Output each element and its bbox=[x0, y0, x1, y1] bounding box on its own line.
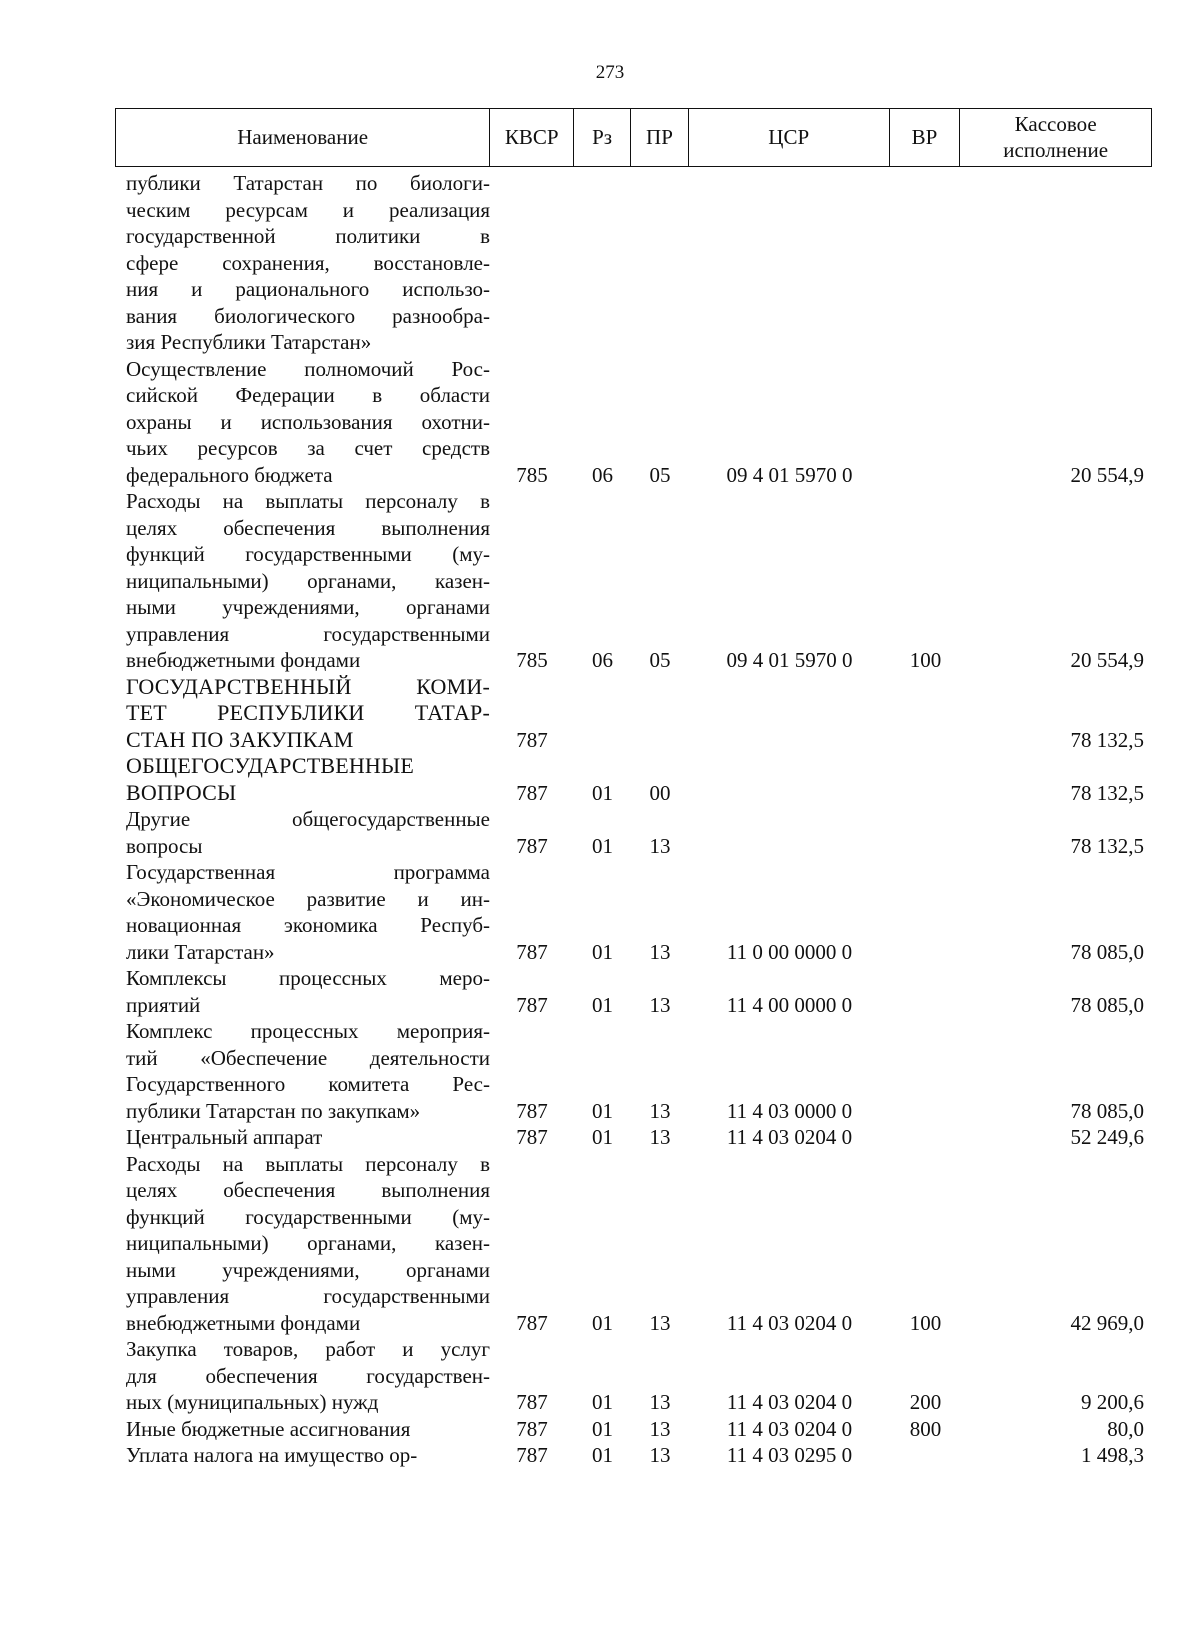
row-name-line: Комплексы процессных меро- bbox=[126, 966, 490, 990]
header-kassovoe-ispolnenie: Кассовое исполнение bbox=[1003, 112, 1109, 162]
row-name-line: ОБЩЕГОСУДАРСТВЕННЫЕ bbox=[126, 753, 415, 778]
row-name bbox=[115, 674, 490, 754]
row-rz: 01 bbox=[592, 1098, 613, 1123]
row-name bbox=[115, 1018, 490, 1124]
row-kvsr: 785 bbox=[516, 462, 548, 487]
row-rz: 01 bbox=[592, 1416, 613, 1441]
row-name-line: приятий bbox=[126, 992, 201, 1017]
row-name-line: сийской Федерации в области bbox=[126, 383, 490, 407]
row-name-line: лики Татарстан» bbox=[126, 939, 275, 964]
row-name-line: публики Татарстан по биологи- bbox=[126, 171, 490, 195]
row-name-line: ными учреждениями, органами bbox=[126, 1257, 490, 1282]
row-csr: 11 0 00 0000 0 bbox=[726, 939, 853, 964]
table-row bbox=[115, 1151, 1152, 1337]
row-ke: 20 554,9 bbox=[1070, 462, 1144, 487]
row-name-line: тий «Обеспечение деятельности bbox=[126, 1045, 490, 1070]
row-kvsr: 787 bbox=[516, 727, 548, 752]
row-pr: 13 bbox=[649, 1390, 671, 1414]
row-name-line: Закупка товаров, работ и услуг bbox=[126, 1337, 490, 1361]
row-name-line: Центральный аппарат bbox=[126, 1125, 323, 1149]
row-name-line: внебюджетными фондами bbox=[126, 648, 361, 672]
row-csr: 11 4 03 0295 0 bbox=[726, 1443, 853, 1467]
row-name-line: ниципальными) органами, казен- bbox=[126, 1231, 490, 1255]
row-name-line: для обеспечения государствен- bbox=[126, 1363, 490, 1388]
row-name-line: Расходы на выплаты персоналу в bbox=[126, 1151, 490, 1176]
row-name-line: Расходы на выплаты персоналу в bbox=[126, 489, 490, 513]
header-name: Наименование bbox=[116, 109, 490, 166]
row-kvsr: 787 bbox=[516, 1125, 548, 1149]
row-ke: 9 200,6 bbox=[1081, 1390, 1144, 1414]
row-kvsr: 787 bbox=[516, 992, 548, 1017]
row-vr: 100 bbox=[909, 648, 942, 672]
row-name-line: управления государственными bbox=[126, 1284, 490, 1308]
row-vr: 800 bbox=[909, 1416, 942, 1441]
row-rz: 06 bbox=[592, 462, 613, 487]
row-name-line: новационная экономика Респуб- bbox=[126, 913, 490, 937]
row-name bbox=[115, 1124, 490, 1151]
row-name bbox=[115, 170, 490, 356]
row-kvsr: 787 bbox=[516, 1310, 548, 1335]
row-rz: 01 bbox=[592, 1310, 613, 1335]
row-name-line: ВОПРОСЫ bbox=[126, 779, 237, 805]
row-name-line: зия Республики Татарстан» bbox=[126, 330, 372, 354]
row-name-line: ных (муниципальных) нужд bbox=[126, 1390, 379, 1414]
table-row bbox=[115, 753, 1152, 806]
row-name-line: Иные бюджетные ассигнования bbox=[126, 1416, 411, 1441]
row-pr: 13 bbox=[649, 1310, 671, 1335]
row-name bbox=[115, 806, 490, 859]
row-pr: 05 bbox=[649, 462, 671, 487]
row-ke: 78 085,0 bbox=[1070, 992, 1144, 1017]
row-name-line: государственной политики в bbox=[126, 224, 490, 248]
row-pr: 13 bbox=[649, 1125, 671, 1149]
row-ke: 80,0 bbox=[1107, 1416, 1144, 1441]
row-name-line: целях обеспечения выполнения bbox=[126, 1178, 490, 1202]
row-kvsr: 785 bbox=[516, 648, 548, 672]
row-rz: 01 bbox=[592, 939, 613, 964]
row-name bbox=[115, 965, 490, 1018]
row-ke: 1 498,3 bbox=[1081, 1443, 1144, 1467]
row-name-line: ния и рационального использо- bbox=[126, 277, 490, 301]
row-name-line: СТАН ПО ЗАКУПКАМ bbox=[126, 726, 354, 752]
row-ke: 78 085,0 bbox=[1070, 939, 1144, 964]
row-ke: 78 132,5 bbox=[1070, 780, 1144, 805]
row-name-line: Государственного комитета Рес- bbox=[126, 1072, 490, 1096]
header-vr: ВР bbox=[890, 109, 961, 166]
row-ke: 78 132,5 bbox=[1070, 833, 1144, 858]
row-kvsr: 787 bbox=[516, 833, 548, 858]
row-name-line: управления государственными bbox=[126, 621, 490, 646]
table-row bbox=[115, 965, 1152, 1018]
row-kvsr: 787 bbox=[516, 1443, 548, 1467]
row-csr: 11 4 03 0204 0 bbox=[726, 1310, 853, 1335]
row-name-line: вопросы bbox=[126, 833, 203, 858]
table-row bbox=[115, 806, 1152, 859]
page-number: 273 bbox=[595, 62, 625, 83]
row-rz: 01 bbox=[592, 833, 613, 858]
row-name-line: Другие общегосударственные bbox=[126, 807, 490, 831]
row-name-line: ГОСУДАРСТВЕННЫЙ КОМИ- bbox=[126, 673, 490, 699]
row-pr: 13 bbox=[649, 939, 671, 964]
row-csr: 09 4 01 5970 0 bbox=[726, 462, 853, 487]
row-kvsr: 787 bbox=[516, 1416, 548, 1441]
header-pr: ПР bbox=[631, 109, 689, 166]
row-rz: 01 bbox=[592, 780, 613, 805]
row-csr: 11 4 03 0204 0 bbox=[726, 1125, 853, 1149]
row-name-line: Уплата налога на имущество ор- bbox=[126, 1443, 418, 1467]
row-pr: 13 bbox=[649, 1443, 671, 1467]
table-row bbox=[115, 674, 1152, 754]
row-name-line: Комплекс процессных мероприя- bbox=[126, 1019, 490, 1043]
row-name bbox=[115, 488, 490, 674]
row-csr: 11 4 03 0204 0 bbox=[726, 1390, 853, 1414]
table-row bbox=[115, 1018, 1152, 1124]
row-name-line: вания биологического разнообра- bbox=[126, 303, 490, 328]
row-csr: 11 4 03 0000 0 bbox=[726, 1098, 853, 1123]
row-csr: 09 4 01 5970 0 bbox=[726, 648, 853, 672]
row-rz: 01 bbox=[592, 1390, 613, 1414]
row-name-line: внебюджетными фондами bbox=[126, 1310, 361, 1335]
table-row bbox=[115, 1336, 1152, 1416]
header-csr: ЦСР bbox=[689, 109, 890, 166]
row-pr: 05 bbox=[649, 648, 671, 672]
row-rz: 01 bbox=[592, 1443, 613, 1467]
row-pr: 13 bbox=[649, 1416, 671, 1441]
row-name bbox=[115, 859, 490, 965]
table-row bbox=[115, 1124, 1152, 1151]
table-row bbox=[115, 488, 1152, 674]
row-name-line: ческим ресурсам и реализация bbox=[126, 197, 490, 222]
row-vr: 200 bbox=[909, 1390, 942, 1414]
row-ke: 20 554,9 bbox=[1070, 648, 1144, 672]
row-name bbox=[115, 1416, 490, 1443]
row-name-line: федерального бюджета bbox=[126, 462, 333, 487]
row-name-line: чьих ресурсов за счет средств bbox=[126, 436, 490, 460]
row-name bbox=[115, 1442, 490, 1469]
row-csr: 11 4 00 0000 0 bbox=[726, 992, 853, 1017]
table-header bbox=[115, 108, 1152, 167]
row-csr: 11 4 03 0204 0 bbox=[726, 1416, 853, 1441]
row-name-line: функций государственными (му- bbox=[126, 1204, 490, 1229]
row-name-line: ниципальными) органами, казен- bbox=[126, 568, 490, 593]
row-rz: 01 bbox=[592, 1125, 613, 1149]
row-kvsr: 787 bbox=[516, 780, 548, 805]
row-kvsr: 787 bbox=[516, 1390, 548, 1414]
row-name-line: функций государственными (му- bbox=[126, 542, 490, 566]
row-rz: 06 bbox=[592, 648, 613, 672]
row-name-line: ными учреждениями, органами bbox=[126, 595, 490, 619]
row-name-line: публики Татарстан по закупкам» bbox=[126, 1098, 421, 1123]
row-name bbox=[115, 753, 490, 806]
row-name-line: ТЕТ РЕСПУБЛИКИ ТАТАР- bbox=[126, 700, 490, 725]
row-ke: 52 249,6 bbox=[1070, 1125, 1144, 1149]
table-row bbox=[115, 356, 1152, 489]
row-ke: 78 132,5 bbox=[1070, 727, 1144, 752]
table-row bbox=[115, 170, 1152, 356]
row-kvsr: 787 bbox=[516, 1098, 548, 1123]
row-pr: 13 bbox=[649, 833, 671, 858]
row-pr: 13 bbox=[649, 1098, 671, 1123]
row-name-line: Осуществление полномочий Рос- bbox=[126, 356, 490, 381]
table-row bbox=[115, 859, 1152, 965]
row-pr: 00 bbox=[649, 780, 671, 805]
row-name-line: охраны и использования охотни- bbox=[126, 409, 490, 434]
row-ke: 42 969,0 bbox=[1070, 1310, 1144, 1335]
row-ke: 78 085,0 bbox=[1070, 1098, 1144, 1123]
row-vr: 100 bbox=[909, 1310, 942, 1335]
table-row bbox=[115, 1442, 1152, 1469]
header-rz: Рз bbox=[574, 109, 631, 166]
table-body bbox=[115, 170, 1152, 1469]
row-name bbox=[115, 1336, 490, 1416]
row-name-line: Государственная программа bbox=[126, 860, 490, 884]
row-name-line: «Экономическое развитие и ин- bbox=[126, 886, 490, 911]
row-name bbox=[115, 1151, 490, 1337]
row-name-line: целях обеспечения выполнения bbox=[126, 515, 490, 540]
table-row bbox=[115, 1416, 1152, 1443]
row-name-line: сфере сохранения, восстановле- bbox=[126, 250, 490, 275]
row-kvsr: 787 bbox=[516, 939, 548, 964]
row-name bbox=[115, 356, 490, 489]
row-rz: 01 bbox=[592, 992, 613, 1017]
row-pr: 13 bbox=[649, 992, 671, 1017]
header-kvsr: КВСР bbox=[490, 109, 574, 166]
